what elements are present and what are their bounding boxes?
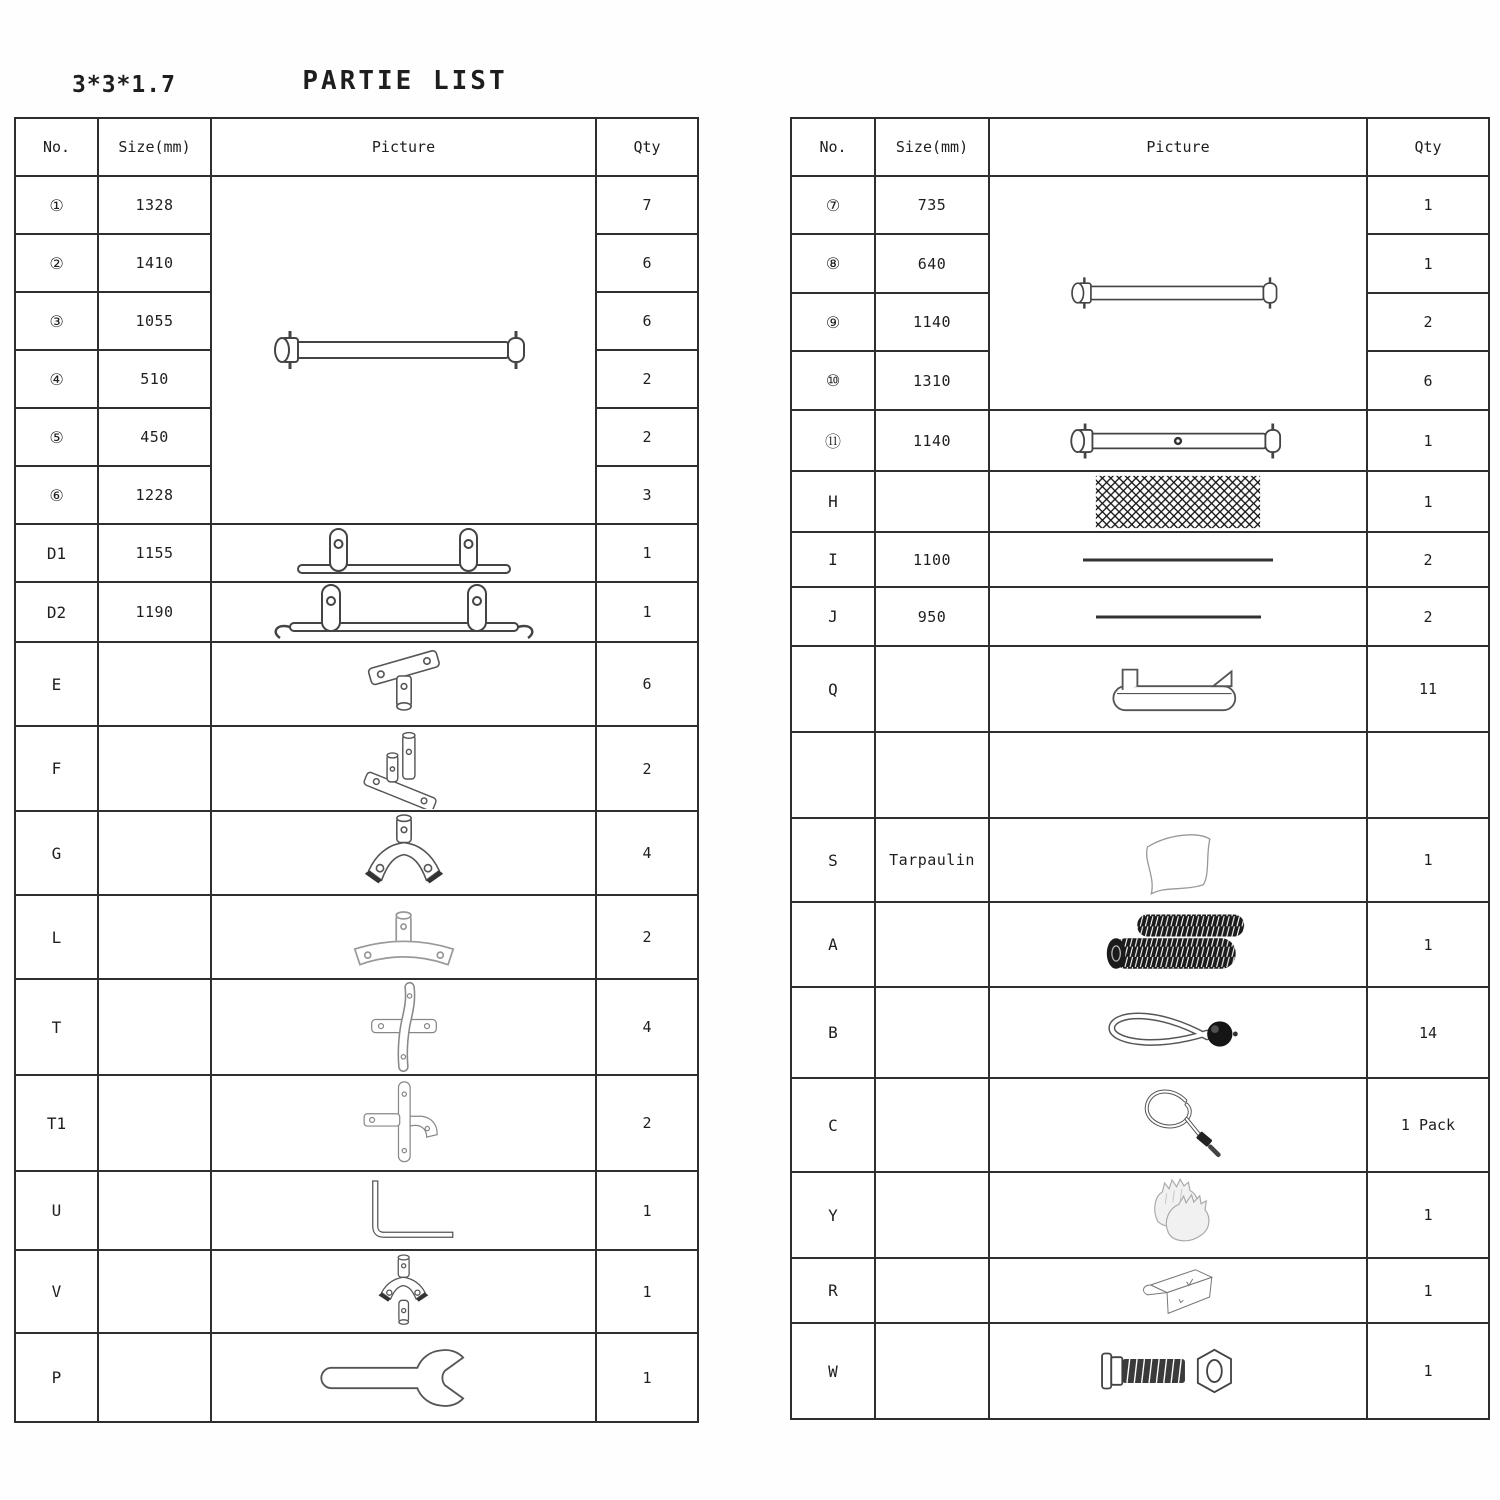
row-no: J	[791, 587, 875, 646]
three-way-connector-icon	[344, 1253, 464, 1331]
t-plate-connector-icon	[344, 644, 464, 724]
row-size: 1155	[98, 524, 211, 582]
picture-cell	[211, 1075, 596, 1171]
table-header-row	[15, 118, 698, 176]
row-no: S	[791, 818, 875, 902]
col-header-no: No.	[791, 118, 875, 176]
row-qty: 2	[596, 895, 698, 979]
table-row	[791, 902, 1489, 987]
row-no: E	[15, 642, 98, 726]
picture-cell	[989, 902, 1367, 987]
bolt-and-nut-icon	[1091, 1340, 1266, 1402]
row-qty: 7	[596, 176, 698, 234]
table-row	[15, 1171, 698, 1250]
row-size: 1190	[98, 582, 211, 642]
col-header-qty: Qty	[1367, 118, 1489, 176]
row-size	[98, 1075, 211, 1171]
row-qty: 2	[596, 350, 698, 408]
clip-icon	[1088, 653, 1268, 725]
row-size	[98, 1171, 211, 1250]
table-row	[15, 1075, 698, 1171]
row-qty: 1 Pack	[1367, 1078, 1489, 1172]
row-size: Tarpaulin	[875, 818, 989, 902]
row-qty: 1	[1367, 234, 1489, 293]
picture-cell	[211, 1333, 596, 1422]
row-qty: 1	[1367, 176, 1489, 234]
row-qty: 1	[1367, 1258, 1489, 1323]
bent-cross-connector-icon	[334, 1077, 474, 1169]
row-size: 510	[98, 350, 211, 408]
picture-cell	[989, 1258, 1367, 1323]
row-size	[875, 471, 989, 532]
row-no: Y	[791, 1172, 875, 1258]
row-qty: 6	[596, 234, 698, 292]
cord-line-icon	[1078, 552, 1278, 568]
pole-tube-icon	[1063, 272, 1293, 314]
row-no: ④	[15, 350, 98, 408]
row-size	[98, 979, 211, 1075]
cord-line-icon	[1091, 609, 1266, 625]
row-qty: 2	[596, 1075, 698, 1171]
table-row	[15, 1250, 698, 1333]
row-size	[875, 646, 989, 732]
parts-table-right	[790, 117, 1490, 1420]
row-size: 1310	[875, 351, 989, 410]
row-no: ⑩	[791, 351, 875, 410]
table-row	[791, 818, 1489, 902]
table-row	[791, 587, 1489, 646]
picture-cell	[989, 410, 1367, 471]
row-qty: 1	[596, 1171, 698, 1250]
row-qty: 3	[596, 466, 698, 524]
table-row	[15, 642, 698, 726]
row-size	[98, 1333, 211, 1422]
pole-tube-center-hole-icon	[1063, 420, 1293, 462]
col-header-no: No.	[15, 118, 98, 176]
pole-tube-icon	[264, 327, 544, 373]
table-row	[15, 726, 698, 811]
picture-cell	[211, 1250, 596, 1333]
row-no: D1	[15, 524, 98, 582]
table-row	[791, 471, 1489, 532]
bar-with-hook-ends-icon	[264, 583, 544, 641]
picture-cell	[211, 176, 596, 524]
row-size	[98, 1250, 211, 1333]
picture-cell	[989, 818, 1367, 902]
col-header-size: Size(mm)	[98, 118, 211, 176]
row-size	[875, 1323, 989, 1419]
row-no: T1	[15, 1075, 98, 1171]
row-qty: 1	[596, 582, 698, 642]
table-row	[791, 646, 1489, 732]
row-qty	[1367, 732, 1489, 818]
row-qty: 2	[596, 726, 698, 811]
table-row	[791, 1078, 1489, 1172]
row-size	[98, 811, 211, 895]
table-row	[791, 1258, 1489, 1323]
row-size: 1100	[875, 532, 989, 587]
picture-cell	[989, 532, 1367, 587]
row-qty: 6	[596, 292, 698, 350]
row-qty: 4	[596, 979, 698, 1075]
cross-connector-icon	[339, 981, 469, 1073]
row-size	[875, 1258, 989, 1323]
row-qty: 1	[1367, 1323, 1489, 1419]
picture-cell	[989, 587, 1367, 646]
parts-table-left	[14, 117, 699, 1423]
row-no: I	[791, 532, 875, 587]
picture-cell	[989, 471, 1367, 532]
picture-cell	[211, 979, 596, 1075]
row-no: ②	[15, 234, 98, 292]
table-row	[15, 176, 698, 234]
table-row	[791, 176, 1489, 234]
row-qty: 11	[1367, 646, 1489, 732]
picture-cell	[211, 811, 596, 895]
row-no: ③	[15, 292, 98, 350]
row-size	[875, 1172, 989, 1258]
picture-cell	[989, 987, 1367, 1078]
row-size: 1140	[875, 293, 989, 351]
row-size: 1410	[98, 234, 211, 292]
table-row	[791, 532, 1489, 587]
row-no: W	[791, 1323, 875, 1419]
picture-cell	[211, 524, 596, 582]
row-size	[875, 987, 989, 1078]
page-title: PARTIE LIST	[302, 66, 508, 96]
row-size	[98, 642, 211, 726]
row-qty: 1	[1367, 1172, 1489, 1258]
table-row	[15, 811, 698, 895]
corner-3-tube-connector-icon	[341, 729, 466, 809]
picture-cell	[989, 1078, 1367, 1172]
row-no: C	[791, 1078, 875, 1172]
table-row	[791, 410, 1489, 471]
row-size: 450	[98, 408, 211, 466]
row-qty: 6	[1367, 351, 1489, 410]
row-no: Q	[791, 646, 875, 732]
row-qty: 1	[1367, 471, 1489, 532]
row-no: B	[791, 987, 875, 1078]
table-row	[791, 1172, 1489, 1258]
row-no: ①	[15, 176, 98, 234]
row-size	[98, 726, 211, 811]
row-no: L	[15, 895, 98, 979]
row-no: P	[15, 1333, 98, 1422]
row-size: 1328	[98, 176, 211, 234]
row-qty: 4	[596, 811, 698, 895]
y-connector-icon	[344, 813, 464, 893]
row-no: ⑨	[791, 293, 875, 351]
col-header-picture: Picture	[989, 118, 1367, 176]
table-row	[15, 1333, 698, 1422]
row-qty: 14	[1367, 987, 1489, 1078]
row-qty: 6	[596, 642, 698, 726]
wrench-icon	[291, 1338, 516, 1418]
table-row	[791, 1323, 1489, 1419]
row-no: T	[15, 979, 98, 1075]
row-size: 950	[875, 587, 989, 646]
carton-icon	[1101, 1261, 1256, 1321]
col-header-picture: Picture	[211, 118, 596, 176]
bar-with-clips-icon	[274, 525, 534, 581]
row-size	[875, 1078, 989, 1172]
row-qty: 2	[596, 408, 698, 466]
row-size	[875, 732, 989, 818]
table-row	[15, 979, 698, 1075]
row-no: A	[791, 902, 875, 987]
row-size	[98, 895, 211, 979]
row-no: F	[15, 726, 98, 811]
row-size	[875, 902, 989, 987]
col-header-qty: Qty	[596, 118, 698, 176]
picture-cell	[989, 176, 1367, 410]
table-row	[15, 582, 698, 642]
mesh-net-icon	[1088, 474, 1268, 530]
row-qty: 1	[596, 1250, 698, 1333]
tarpaulin-sheet-icon	[1098, 821, 1258, 899]
ball-bungee-icon	[1088, 998, 1268, 1068]
table-row	[791, 987, 1489, 1078]
picture-cell	[211, 726, 596, 811]
rolled-mesh-icon	[1078, 906, 1278, 984]
row-qty: 1	[1367, 902, 1489, 987]
picture-cell	[989, 646, 1367, 732]
row-qty: 2	[1367, 293, 1489, 351]
picture-cell	[989, 1172, 1367, 1258]
row-qty: 1	[596, 524, 698, 582]
table-row	[15, 524, 698, 582]
row-no: G	[15, 811, 98, 895]
row-no: H	[791, 471, 875, 532]
row-qty: 1	[1367, 410, 1489, 471]
row-size: 735	[875, 176, 989, 234]
picture-cell-empty	[989, 732, 1367, 818]
picture-cell	[211, 582, 596, 642]
row-size: 1055	[98, 292, 211, 350]
row-no: ⑪	[791, 410, 875, 471]
model-size-label: 3*3*1.7	[72, 72, 176, 98]
row-no: ⑦	[791, 176, 875, 234]
picture-cell	[989, 1323, 1367, 1419]
col-header-size: Size(mm)	[875, 118, 989, 176]
allen-key-icon	[314, 1176, 494, 1246]
row-no: V	[15, 1250, 98, 1333]
table-row	[791, 732, 1489, 818]
row-no: R	[791, 1258, 875, 1323]
gloves-icon	[1118, 1174, 1238, 1256]
row-no: ⑧	[791, 234, 875, 293]
row-no	[791, 732, 875, 818]
row-qty: 1	[1367, 818, 1489, 902]
picture-cell	[211, 642, 596, 726]
row-no: D2	[15, 582, 98, 642]
row-no: ⑤	[15, 408, 98, 466]
curved-bracket-connector-icon	[329, 899, 479, 975]
row-qty: 2	[1367, 587, 1489, 646]
row-size: 1228	[98, 466, 211, 524]
table-header-row	[791, 118, 1489, 176]
row-no: U	[15, 1171, 98, 1250]
picture-cell	[211, 1171, 596, 1250]
row-qty: 2	[1367, 532, 1489, 587]
picture-cell	[211, 895, 596, 979]
cable-tie-icon	[1108, 1082, 1248, 1168]
row-size: 640	[875, 234, 989, 293]
row-qty: 1	[596, 1333, 698, 1422]
row-size: 1140	[875, 410, 989, 471]
row-no: ⑥	[15, 466, 98, 524]
table-row	[15, 895, 698, 979]
